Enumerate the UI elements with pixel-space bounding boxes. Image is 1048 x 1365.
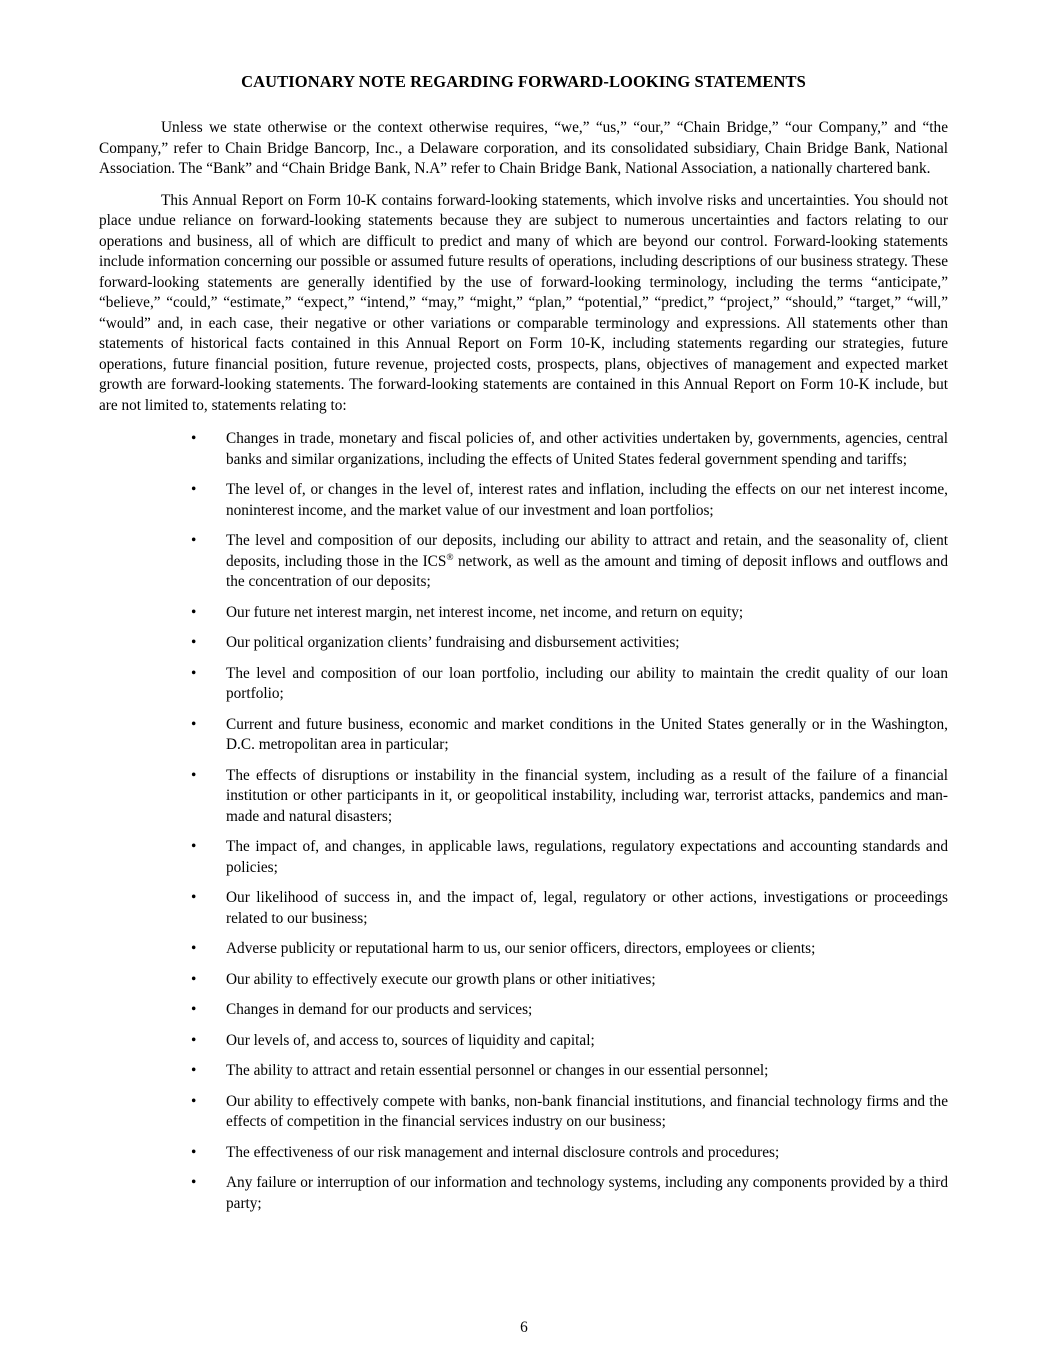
bullet-text: The effects of disruptions or instability in the financial system, including as a result of the failure of a financial institution or other participants in it, or geopolitical instability, including war, terrorist attacks, pandemics and man-made and natural disasters; — [226, 766, 948, 825]
page-number: 6 — [520, 1319, 528, 1336]
bullet-text: Changes in demand for our products and services; — [226, 1001, 533, 1018]
bullet-item — [99, 888, 948, 929]
page-title: CAUTIONARY NOTE REGARDING FORWARD-LOOKING STATEMENTS — [241, 72, 806, 91]
bullet-item — [99, 633, 948, 654]
bullet-marker: • — [191, 889, 197, 906]
bullet-text: Our levels of, and access to, sources of liquidity and capital; — [226, 1031, 595, 1049]
intro-paragraph-definitions: Unless we state otherwise or the context otherwise requires, “we,” “us,” “our,” “Chain Bridge,” “our Company,” and “the Company,” refer to Chain Bridge Bancorp, Inc., a Delaware corporation, and its consolidated subsidiary, Chain Bridge Bank, National Association. The “Bank” and “Chain Bridge Bank, N.A” refer to Chain Bridge Bank, National Association, a nationally chartered bank. — [99, 119, 948, 177]
bullet-item — [99, 480, 948, 521]
bullet-marker: • — [191, 1031, 197, 1049]
bullet-marker: • — [191, 1143, 197, 1161]
bullet-marker: • — [191, 1062, 197, 1079]
forward-looking-bullet-list — [99, 429, 948, 1214]
bullet-item — [99, 1000, 948, 1021]
bullet-text: The effectiveness of our risk management and internal disclosure controls and procedures; — [226, 1143, 780, 1161]
bullet-item — [99, 664, 948, 705]
bullet-marker: • — [191, 838, 197, 855]
bullet-marker: • — [191, 481, 197, 498]
intro-paragraph-forward-looking: This Annual Report on Form 10-K contains forward-looking statements, which involve risks and uncertainties. You should not place undue reliance on forward-looking statements because they are subject to numerous uncertainties and factors relating to our operations and business, all of which are difficult to predict and many of which are beyond our control. Forward-looking statements include information concerning our possible or assumed future results of operations, including descriptions of our business strategy. These forward-looking statements are generally identified by the use of forward-looking terminology, including the terms “anticipate,” “believe,” “could,” “estimate,” “expect,” “intend,” “may,” “might,” “plan,” “potential,” “predict,” “project,” “should,” “target,” “will,” “would” and, in each case, their negative or other variations or comparable terminology and expressions. All statements other than statements of historical facts contained in this Annual Report on Form 10-K, including statements regarding our strategies, future operations, future financial position, future revenue, projected costs, prospects, plans, objectives of management and expected market growth are forward-looking statements. The forward-looking statements are contained in this Annual Report on Form 10-K include, but are not limited to, statements relating to: — [99, 191, 948, 414]
bullet-marker: • — [191, 1092, 197, 1110]
bullet-item — [99, 1061, 948, 1082]
bullet-item — [99, 531, 948, 593]
bullet-item — [99, 837, 948, 878]
bullet-item — [99, 715, 948, 756]
bullet-marker: • — [191, 532, 197, 549]
bullet-marker: • — [191, 766, 197, 784]
bullet-text: Changes in trade, monetary and fiscal policies of, and other activities undertaken by, governments, agencies, central banks and similar organizations, including the effects of United States federal government spending and tariffs; — [226, 430, 948, 468]
bullet-text: The level of, or changes in the level of, interest rates and inflation, including the effects on our net interest income, noninterest income, and the market value of our investment and loan portfolios; — [226, 481, 948, 519]
bullet-marker: • — [191, 970, 197, 988]
bullet-item — [99, 1031, 948, 1052]
bullet-text: The ability to attract and retain essential personnel or changes in our essential personnel; — [226, 1062, 769, 1079]
bullet-marker: • — [191, 715, 197, 733]
bullet-item — [99, 1143, 948, 1164]
bullet-item — [99, 1173, 948, 1214]
bullet-marker: • — [191, 940, 197, 957]
bullet-text: Our political organization clients’ fundraising and disbursement activities; — [226, 634, 680, 651]
bullet-text: Our future net interest margin, net interest income, net income, and return on equity; — [226, 603, 744, 621]
bullet-item — [99, 766, 948, 828]
bullet-marker: • — [191, 430, 197, 447]
bullet-text: Any failure or interruption of our information and technology systems, including any components provided by a third party; — [226, 1174, 948, 1212]
bullet-item — [99, 429, 948, 470]
bullet-text: Our ability to effectively execute our growth plans or other initiatives; — [226, 970, 656, 988]
bullet-text: Current and future business, economic and market conditions in the United States generally or in the Washington, D.C. metropolitan area in particular; — [226, 715, 948, 753]
bullet-item — [99, 939, 948, 960]
bullet-item — [99, 1092, 948, 1133]
bullet-marker: • — [191, 1174, 197, 1191]
bullet-text: Adverse publicity or reputational harm to us, our senior officers, directors, employees or clients; — [226, 940, 816, 957]
bullet-text: The level and composition of our loan portfolio, including our ability to maintain the credit quality of our loan portfolio; — [226, 664, 948, 702]
bullet-text: The level and composition of our deposits, including our ability to attract and retain, and the seasonality of, client deposits, including those in the ICS® network, as well as the amount and timing of deposit inflows and outflows and the concentration of our deposits; — [226, 532, 948, 590]
bullet-marker: • — [191, 603, 197, 621]
bullet-text: The impact of, and changes, in applicable laws, regulations, regulatory expectations and accounting standards and policies; — [226, 838, 948, 876]
bullet-marker: • — [191, 1001, 197, 1018]
bullet-text: Our ability to effectively compete with banks, non-bank financial institutions, and financial technology firms and the effects of competition in the financial services industry on our business; — [226, 1092, 948, 1130]
bullet-item — [99, 970, 948, 991]
registered-trademark-superscript: ® — [446, 552, 454, 563]
bullet-marker: • — [191, 634, 197, 651]
bullet-marker: • — [191, 664, 197, 682]
bullet-text: Our likelihood of success in, and the impact of, legal, regulatory or other actions, investigations or proceedings related to our business; — [226, 889, 948, 927]
bullet-item — [99, 603, 948, 624]
